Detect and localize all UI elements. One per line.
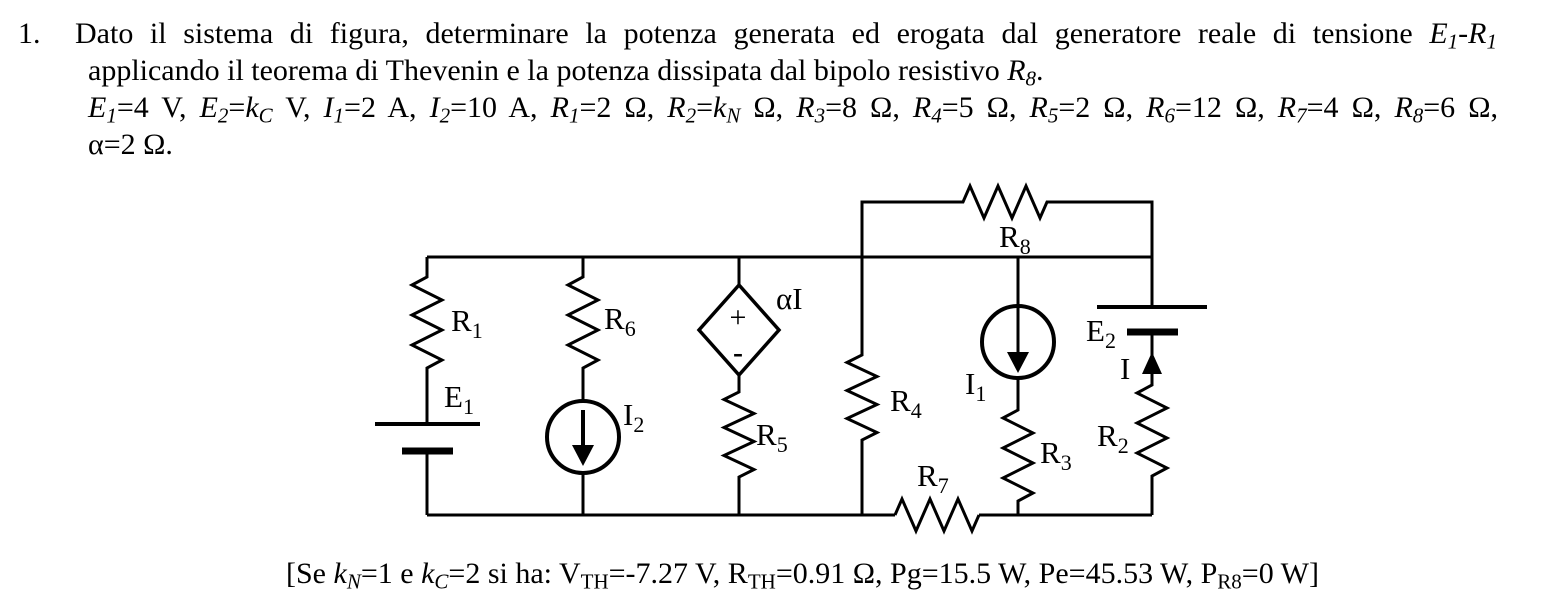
label-r4: $R_4$ (890, 383, 922, 423)
label-r1: $R_1$ (451, 303, 483, 343)
label-i1: $I_1$ (965, 366, 987, 406)
branch-i1-r3 (965, 257, 1072, 515)
current-source-i2-arrow-head (572, 445, 594, 466)
label-r6: $R_6$ (604, 301, 636, 341)
label-current-i: I (1120, 351, 1131, 386)
label-i2: $I_2$ (623, 397, 645, 437)
problem-line-1: Dato il sistema di figura, determinare la potenza generata ed erogata dal generatore reale di tensione E1-R1 (75, 17, 1497, 54)
branch-r7 (895, 458, 979, 531)
branch-r4 (847, 257, 922, 515)
resistor-r3-symbol (1003, 378, 1033, 515)
label-r3: $R_3$ (1040, 435, 1072, 475)
resistor-r4-symbol (847, 257, 877, 515)
problem-line-3: E1=4 V, E2=kC V, I1=2 A, I2=10 A, R1=2 Ω, R2=kN Ω, R3=8 Ω, R4=5 Ω, R5=2 Ω, R6=12 Ω, R7=4 Ω, R8=6 Ω, (88, 91, 1499, 128)
result-line: [Se kN=1 e kC=2 si ha: VTH=-7.27 V, RTH=0.91 Ω, Pg=15.5 W, Pe=45.53 W, PR8=0 W] (286, 557, 1319, 594)
current-source-i1-arrow-head (1007, 352, 1029, 373)
branch-alphai-r5 (699, 257, 803, 515)
branch-r6-i2 (547, 257, 644, 515)
label-r5: $R_5$ (756, 417, 788, 457)
resistor-r7-symbol (895, 499, 979, 531)
resistor-r1-symbol (412, 257, 442, 515)
branch-r8 (862, 186, 1152, 259)
branch-e1-r1 (375, 257, 483, 515)
dependent-source-plus: + (729, 301, 747, 334)
label-r8: $R_8$ (999, 219, 1031, 259)
label-alpha-i: αI (776, 281, 803, 316)
problem-number: 1. (18, 17, 41, 50)
branch-e2-r2 (1086, 257, 1207, 515)
current-arrow-i-head (1142, 352, 1162, 374)
dependent-source-minus: - (733, 336, 743, 369)
label-r7: $R_7$ (917, 458, 949, 498)
label-e1: $E_1$ (444, 379, 474, 419)
label-r2: $R_2$ (1097, 418, 1129, 458)
problem-line-4: α=2 Ω. (88, 128, 173, 161)
label-e2: $E_2$ (1086, 313, 1116, 353)
problem-line-2: applicando il teorema di Thevenin e la potenza dissipata dal bipolo resistivo R8. (88, 54, 1044, 91)
resistor-r6-symbol (568, 257, 598, 515)
